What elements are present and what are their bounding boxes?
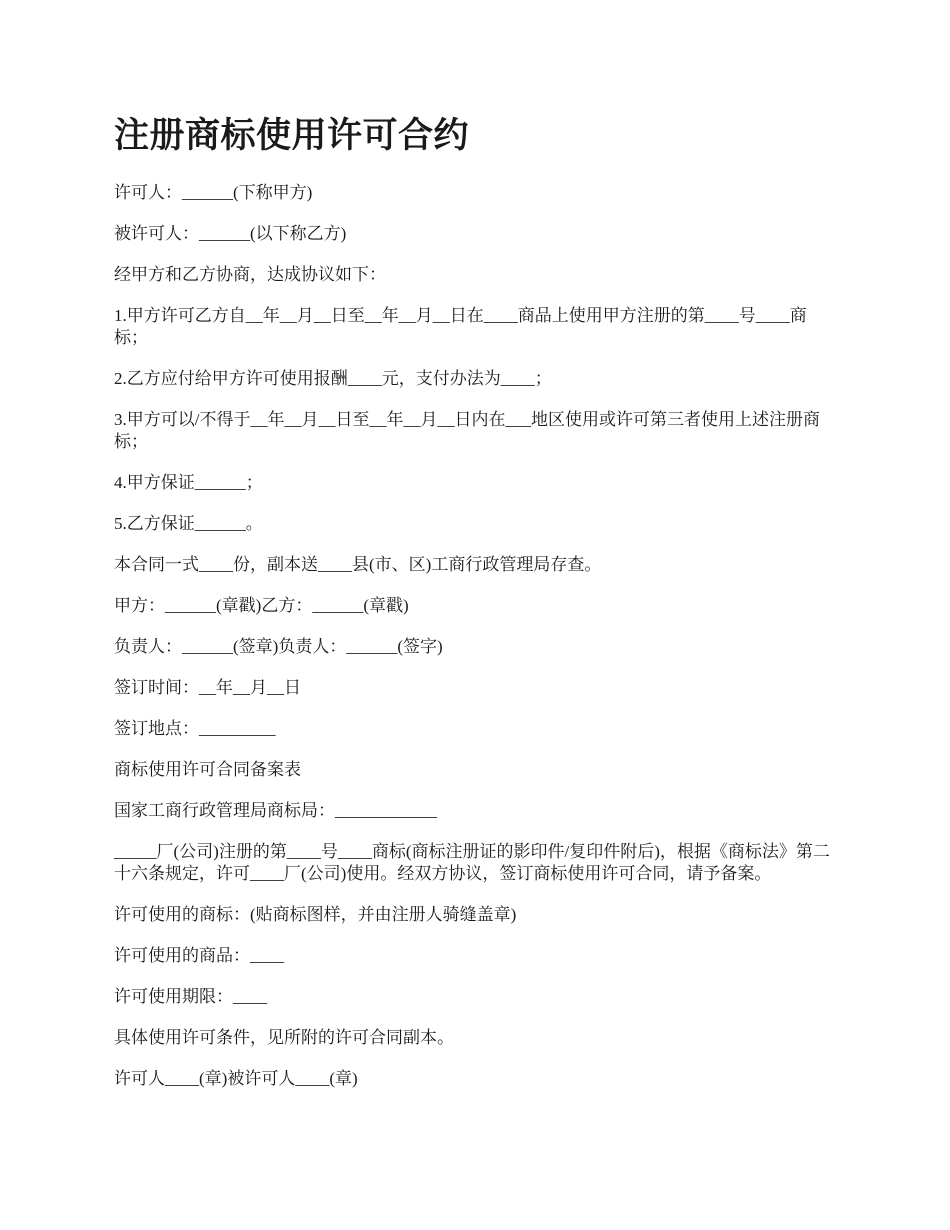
clause-1: 1.甲方许可乙方自__年__月__日至__年__月__日在____商品上使用甲方注册的第____号____商标；: [114, 306, 807, 347]
paragraph-license-conditions: 具体使用许可条件，见所附的许可合同副本。: [114, 1028, 454, 1047]
paragraph-licensed-mark: 许可使用的商标：(贴商标图样，并由注册人骑缝盖章): [114, 905, 517, 924]
clause-3: 3.甲方可以/不得于__年__月__日至__年__月__日内在___地区使用或许可第三者使用上述注册商标；: [114, 410, 820, 451]
clause-2: 2.乙方应付给甲方许可使用报酬____元，支付办法为____；: [114, 369, 552, 388]
paragraph-licensor: 许可人：______(下称甲方): [114, 183, 313, 202]
clause-4: 4.甲方保证______；: [114, 473, 263, 492]
paragraph-responsible-signatures: 负责人：______(签章)负责人：______(签字): [114, 637, 443, 656]
paragraph-signing-place: 签订地点：_________: [114, 719, 276, 738]
document-page: [114, 112, 836, 1109]
clause-5: 5.乙方保证______。: [114, 514, 263, 533]
paragraph-licensed-goods: 许可使用的商品：____: [114, 946, 284, 965]
paragraph-license-term: 许可使用期限：____: [114, 987, 267, 1006]
section-heading-filing-form: 商标使用许可合同备案表: [114, 760, 301, 779]
paragraph-copies: 本合同一式____份，副本送____县(市、区)工商行政管理局存查。: [114, 555, 602, 574]
document-title: 注册商标使用许可合约: [114, 116, 470, 155]
paragraph-final-seals: 许可人____(章)被许可人____(章): [114, 1069, 358, 1088]
paragraph-licensee: 被许可人：______(以下称乙方): [114, 224, 347, 243]
paragraph-party-seals: 甲方：______(章戳)乙方：______(章戳): [114, 596, 409, 615]
paragraph-agreement-intro: 经甲方和乙方协商，达成协议如下：: [114, 265, 386, 284]
paragraph-addressee: 国家工商行政管理局商标局：____________: [114, 801, 437, 820]
paragraph-filing-request: _____厂(公司)注册的第____号____商标(商标注册证的影印件/复印件附后)，根据《商标法》第二十六条规定，许可____厂(公司)使用。经双方协议，签订商标使用许可合同，请予备案。: [114, 842, 830, 883]
paragraph-signing-date: 签订时间：__年__月__日: [114, 678, 301, 697]
